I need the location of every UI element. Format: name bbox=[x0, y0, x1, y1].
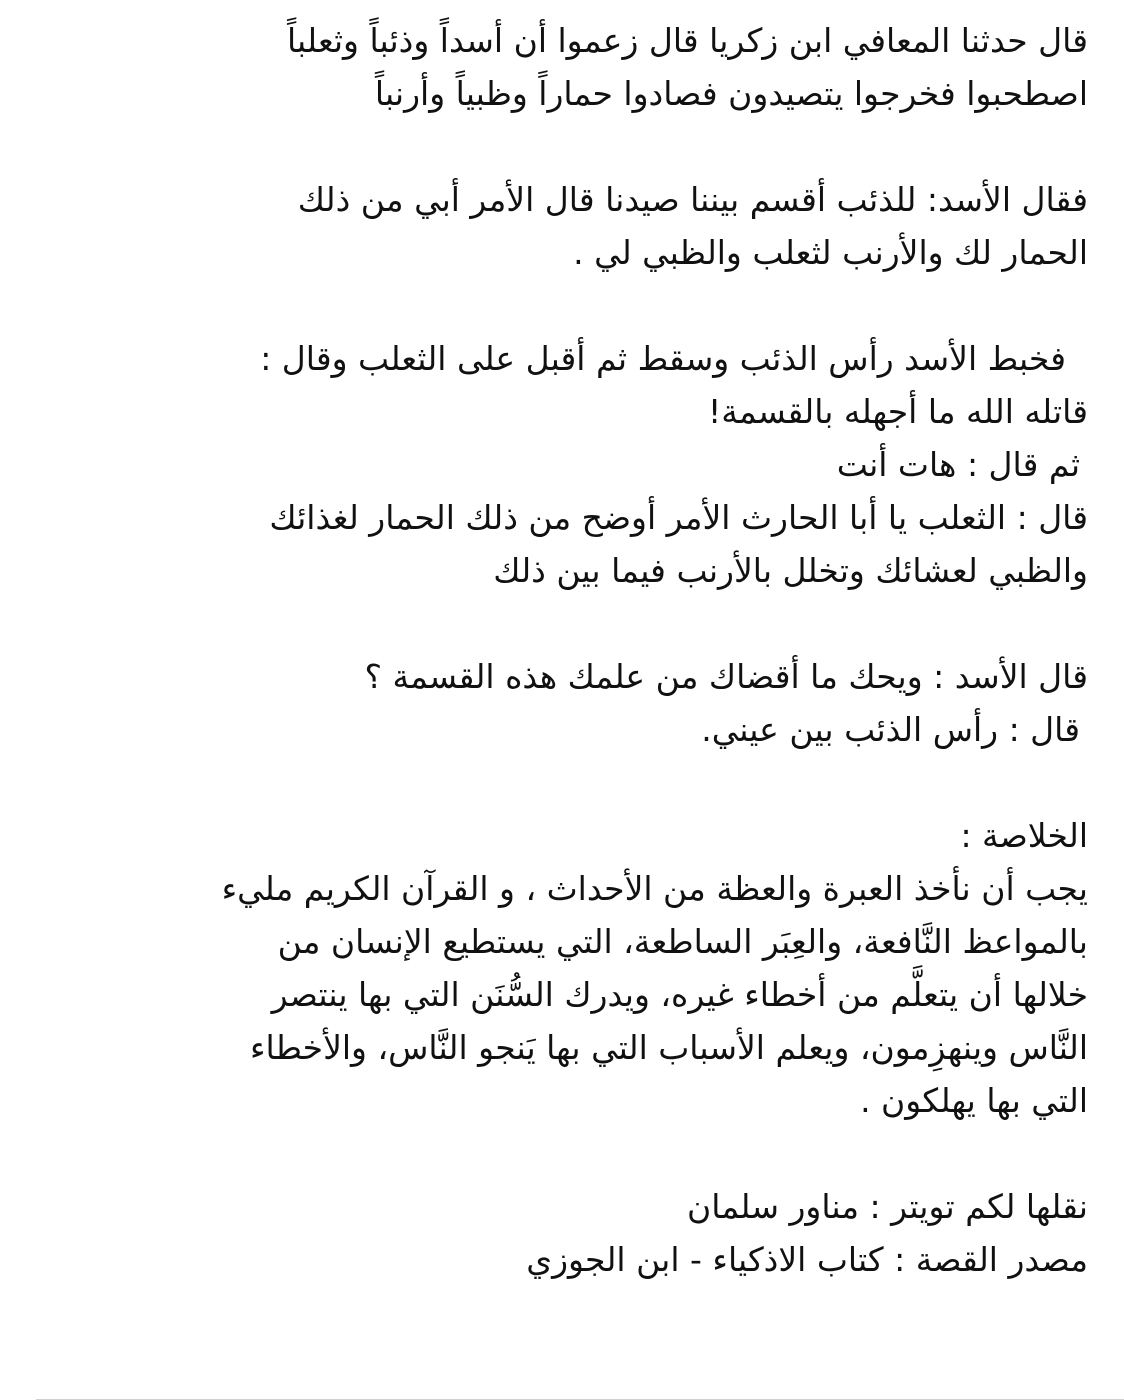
text-line: ثم قال : هات أنت bbox=[836, 445, 1080, 484]
paragraph-spacer bbox=[30, 756, 1088, 809]
text-line: النَّاس وينهزِمون، ويعلم الأسباب التي بها يَنجو النَّاس، والأخطاء bbox=[250, 1028, 1088, 1067]
paragraph-spacer bbox=[30, 1127, 1088, 1180]
text-line: قال : رأس الذئب بين عيني. bbox=[701, 710, 1080, 749]
text-line: قال حدثنا المعافي ابن زكريا قال زعموا أن أسداً وذئباً وثعلباً bbox=[287, 21, 1088, 60]
paragraph-spacer bbox=[30, 279, 1088, 332]
text-line: قاتله الله ما أجهله بالقسمة! bbox=[708, 392, 1088, 431]
question-paragraph bbox=[30, 650, 1088, 756]
text-line: فخبط الأسد رأس الذئب وسقط ثم أقبل على الثعلب وقال : bbox=[260, 339, 1066, 378]
moral-heading: الخلاصة : bbox=[960, 816, 1088, 855]
text-line: والظبي لعشائك وتخلل بالأرنب فيما بين ذلك bbox=[493, 551, 1088, 590]
moral-paragraph bbox=[30, 809, 1088, 1127]
attribution-block bbox=[30, 1180, 1088, 1286]
text-line: التي بها يهلكون . bbox=[860, 1081, 1088, 1120]
paragraph-spacer bbox=[30, 120, 1088, 173]
text-line: الحمار لك والأرنب لثعلب والظبي لي . bbox=[573, 233, 1088, 272]
intro-paragraph bbox=[30, 14, 1088, 120]
dialogue-paragraph bbox=[30, 332, 1088, 597]
text-line: قال الأسد : ويحك ما أقضاك من علمك هذه القسمة ؟ bbox=[364, 657, 1088, 696]
story-document bbox=[30, 14, 1088, 1286]
lion-asks-paragraph bbox=[30, 173, 1088, 279]
twitter-credit: نقلها لكم تويتر : مناور سلمان bbox=[687, 1187, 1088, 1226]
text-line: يجب أن نأخذ العبرة والعظة من الأحداث ، و القرآن الكريم مليء bbox=[221, 869, 1088, 908]
text-line: خلالها أن يتعلَّم من أخطاء غيره، ويدرك السُّنَن التي بها ينتصر bbox=[271, 975, 1088, 1014]
text-line: فقال الأسد: للذئب أقسم بيننا صيدنا قال الأمر أبي من ذلك bbox=[297, 180, 1088, 219]
text-line: اصطحبوا فخرجوا يتصيدون فصادوا حماراً وظبياً وأرنباً bbox=[374, 74, 1088, 113]
story-source: مصدر القصة : كتاب الاذكياء - ابن الجوزي bbox=[526, 1240, 1088, 1279]
text-line: بالمواعظ النَّافعة، والعِبَر الساطعة، التي يستطيع الإنسان من bbox=[277, 922, 1088, 961]
text-line: قال : الثعلب يا أبا الحارث الأمر أوضح من ذلك الحمار لغذائك bbox=[269, 498, 1088, 537]
paragraph-spacer bbox=[30, 597, 1088, 650]
